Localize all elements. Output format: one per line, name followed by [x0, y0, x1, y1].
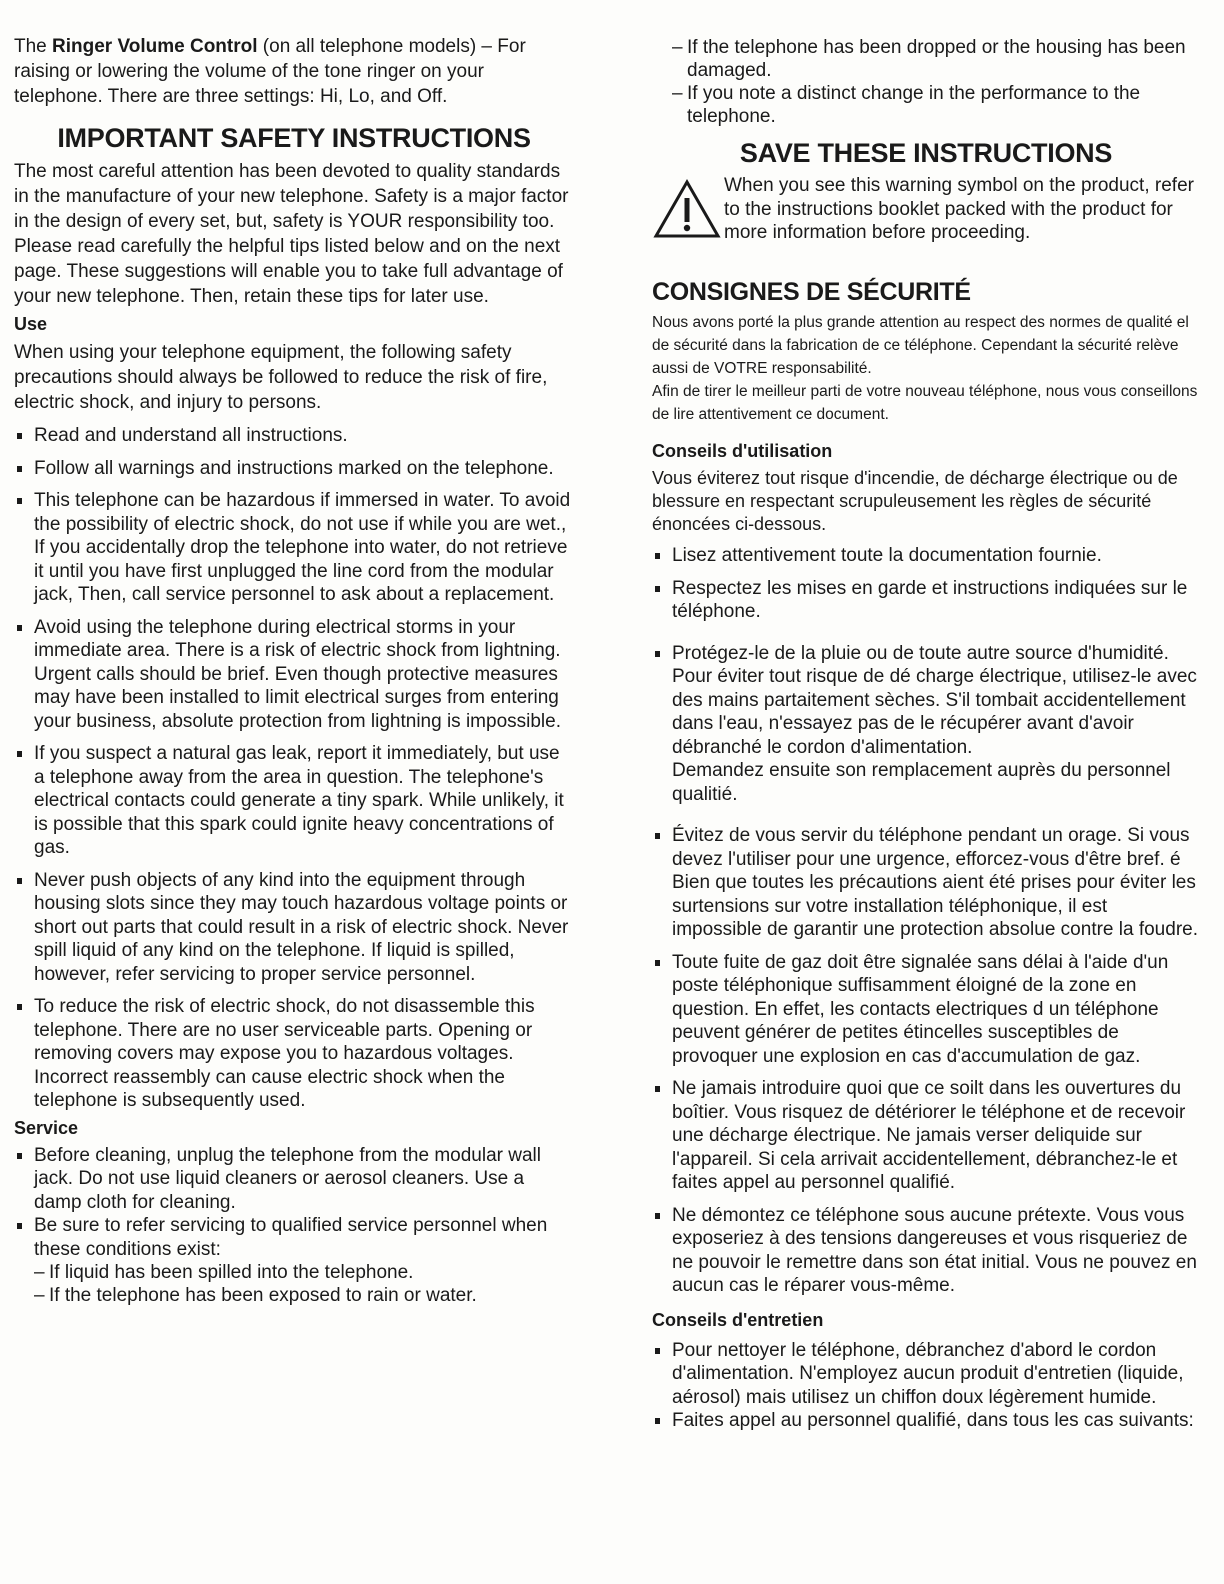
list-item: Never push objects of any kind into the equipment through housing slots since they may touch hazardous voltage points or short out parts that could result in a risk of electric shock. Never spill liquid of any kind on the telephone. If liquid is spilled, however, refer servicing to proper service personnel.: [14, 869, 574, 987]
list-item: Protégez-le de la pluie ou de toute autre source d'humidité. Pour éviter tout risque de dé charge électrique, utilisez-le avec des mains partaitement sèches. S'il tombait accidentellement dans l'eau, n'essayez pas de le récupérer avant d'avoir débranché le cordon d'alimentation.: [652, 642, 1200, 760]
left-column: [14, 34, 574, 1307]
list-item: – If the telephone has been dropped or the housing has been damaged.: [672, 36, 1200, 82]
safety-heading: IMPORTANT SAFETY INSTRUCTIONS: [57, 123, 531, 153]
list-item: Ne jamais introduire quoi que ce soilt dans les ouvertures du boîtier. Vous risquez de détériorer le téléphone et de recevoir une décharge électrique. Ne jamais verser deliquide sur l'appareil. Si cela arrivait accidentellement, débranchez-le et faites appel au personnel qualifié.: [652, 1077, 1200, 1195]
consignes-heading: CONSIGNES DE SÉCURITÉ: [652, 278, 971, 306]
warning-notice: [652, 174, 1200, 245]
list-item: – If you note a distinct change in the performance to the telephone.: [672, 82, 1200, 128]
service-heading: Service: [14, 1117, 79, 1138]
ringer-volume-label: Ringer Volume Control: [52, 36, 258, 57]
warning-text: When you see this warning symbol on the product, refer to the instructions booklet packed with the product for more information before proceeding.: [724, 175, 1194, 243]
fr-service-heading: Conseils d'entretien: [652, 1309, 824, 1330]
ringer-volume-paragraph: The Ringer Volume Control (on all telephone models) – For raising or lowering the volume of the tone ringer on your telephone. There are three settings: Hi, Lo, and Off.: [14, 36, 526, 107]
list-item: Follow all warnings and instructions marked on the telephone.: [14, 457, 574, 481]
list-item: Évitez de vous servir du téléphone pendant un orage. Si vous devez l'utiliser pour une urgence, efforcez-vous d'être bref. é Bien que toutes les précautions aient été prises pour éviter les surtensions sur votre installation téléphonique, il est impossible de garantir une protection absolue contre la foudre.: [652, 824, 1200, 942]
list-item: Pour nettoyer le téléphone, débranchez d'abord le cordon d'alimentation. N'employez aucun produit d'entretien (liquide, aérosol) mais utilisez un chiffon doux légèrement humide.: [652, 1339, 1200, 1410]
save-instructions-heading: SAVE THESE INSTRUCTIONS: [739, 138, 1113, 168]
use-list: [14, 424, 574, 1113]
fr-use-list: [652, 544, 1200, 1298]
list-item: – If liquid has been spilled into the telephone.: [34, 1261, 574, 1284]
intro-paragraph-1: The most careful attention has been devoted to quality standards in the manufacture of your new telephone. Safety is a major factor in the design of every set, but, safety is YOUR responsibility too.: [14, 161, 569, 232]
service-conditions-list: [14, 1261, 574, 1307]
use-heading: Use: [14, 314, 48, 334]
list-item: Be sure to refer servicing to qualified service personnel when these conditions exist:: [14, 1214, 574, 1261]
list-item-continuation: Demandez ensuite son remplacement auprès du personnel qualitié.: [672, 760, 1171, 805]
list-item: To reduce the risk of electric shock, do not disassemble this telephone. There are no user serviceable parts. Opening or removing covers may expose you to hazardous voltages. Incorrect reassembly can cause electric shock when the telephone is subsequently used.: [14, 995, 574, 1113]
fr-use-heading: Conseils d'utilisation: [652, 441, 833, 461]
warning-triangle-icon: [652, 174, 724, 245]
fr-paragraph-2: Afin de tirer le meilleur parti de votre nouveau téléphone, nous vous conseillons de lire attentivement ce document.: [652, 383, 1198, 423]
list-item: This telephone can be hazardous if immersed in water. To avoid the possibility of electric shock, do not use if while you are wet., If you accidentally drop the telephone into water, do not retrieve it until you have first unplugged the line cord from the modular jack, Then, call service personnel to ask about a replacement.: [14, 489, 574, 607]
list-item: Lisez attentivement toute la documentation fournie.: [652, 544, 1200, 568]
list-item: Faites appel au personnel qualifié, dans tous les cas suivants:: [652, 1409, 1200, 1433]
list-item: Respectez les mises en garde et instructions indiquées sur le téléphone.: [652, 577, 1200, 624]
fr-paragraph-1: Nous avons porté la plus grande attention au respect des normes de qualité el de sécurité dans la fabrication de ce téléphone. Cependant la sécurité relève aussi de VOTRE responsabilité.: [652, 314, 1189, 377]
list-item: – If the telephone has been exposed to rain or water.: [34, 1284, 574, 1307]
list-item: Read and understand all instructions.: [14, 424, 574, 448]
intro-paragraph-2: Please read carefully the helpful tips listed below and on the next page. These suggestions will enable you to take full advantage of your new telephone. Then, retain these tips for later use.: [14, 236, 563, 307]
service-conditions-continued: [652, 36, 1200, 128]
right-column: [652, 36, 1200, 1433]
fr-service-list: [652, 1339, 1200, 1433]
use-intro: When using your telephone equipment, the following safety precautions should always be followed to reduce the risk of fire, electric shock, and injury to persons.: [14, 342, 548, 413]
list-item: Ne démontez ce téléphone sous aucune prétexte. Vous vous exposeriez à des tensions dangereuses et vous risqueriez de ne pouvoir le remettre dans son état initial. Vous ne pouvez en aucun cas le réparer vous-même.: [652, 1204, 1200, 1298]
list-item: Toute fuite de gaz doit être signalée sans délai à l'aide d'un poste téléphonique suffisamment éloigné de la zone en question. En effet, les contacts electriques d un téléphone peuvent générer de petites étincelles susceptibles de provoquer une explosion en cas d'accumulation de gaz.: [652, 951, 1200, 1069]
fr-use-intro: Vous éviterez tout risque d'incendie, de décharge électrique ou de blessure en respectant scrupuleusement les règles de sécurité énoncées ci-dessous.: [652, 468, 1178, 534]
list-item: Before cleaning, unplug the telephone from the modular wall jack. Do not use liquid cleaners or aerosol cleaners. Use a damp cloth for cleaning.: [14, 1144, 574, 1215]
service-list: [14, 1144, 574, 1262]
list-item: If you suspect a natural gas leak, report it immediately, but use a telephone away from the area in question. The telephone's electrical contacts could generate a tiny spark. While unlikely, it is possible that this spark could ignite heavy concentrations of gas.: [14, 742, 574, 860]
list-item: Avoid using the telephone during electrical storms in your immediate area. There is a risk of electric shock from lightning. Urgent calls should be brief. Even though protective measures may have been installed to limit electrical surges from entering your business, absolute protection from lightning is impossible.: [14, 616, 574, 734]
